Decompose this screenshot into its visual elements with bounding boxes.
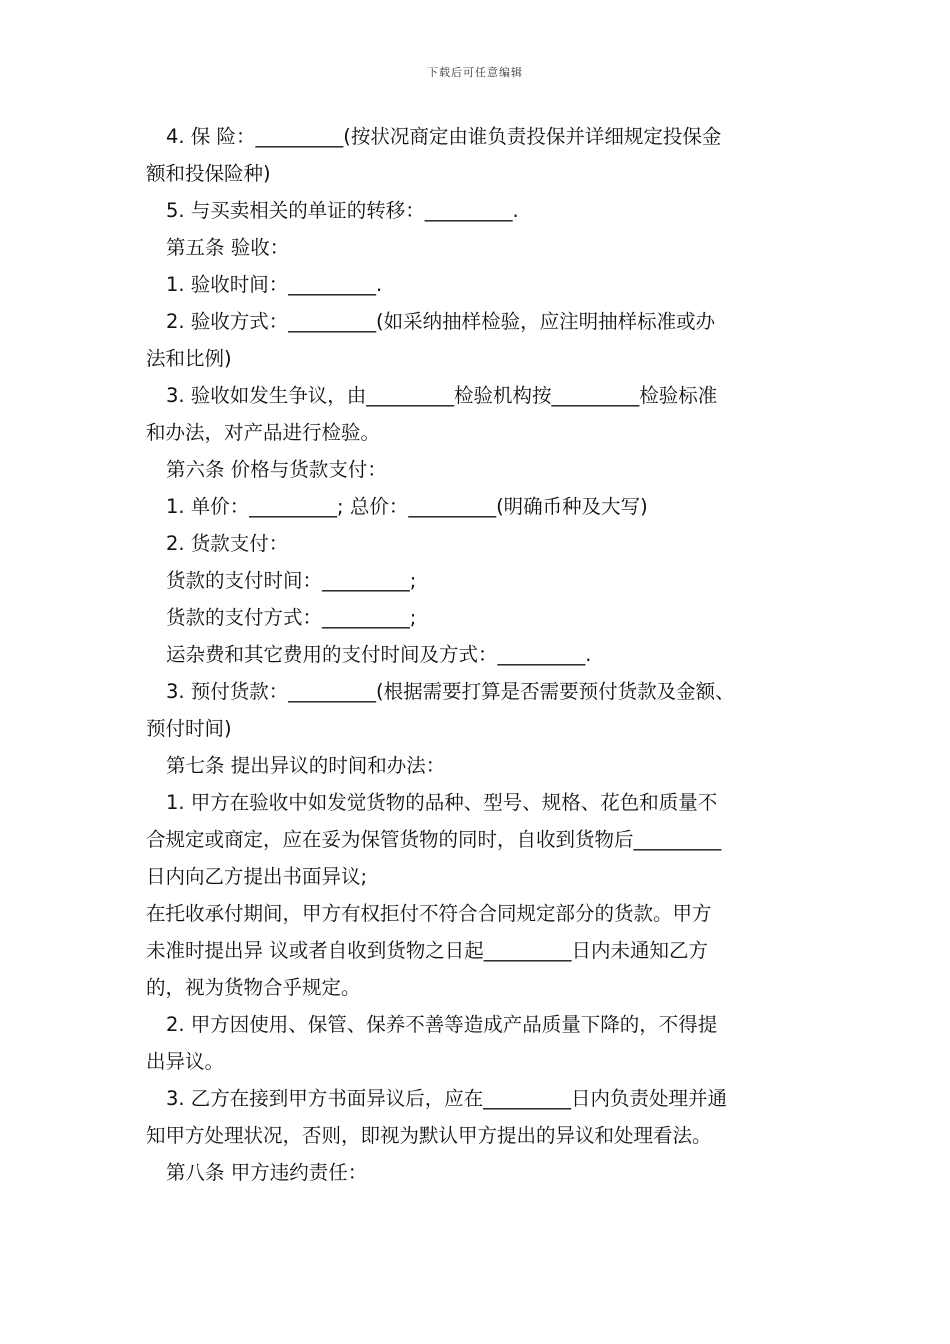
text-line-2: 额和投保险种) xyxy=(146,162,271,185)
text-line-21: 日内向乙方提出书面异议; xyxy=(146,865,368,888)
text-line-3: 5. 与买卖相关的单证的转移：_________. xyxy=(166,199,519,222)
text-line-5: 1. 验收时间：_________. xyxy=(166,273,383,296)
text-line-9: 和办法，对产品进行检验。 xyxy=(146,421,381,444)
text-line-1: 4. 保 险：_________(按状况商定由谁负责投保并详细规定投保金 xyxy=(166,125,722,148)
text-line-26: 出异议。 xyxy=(146,1050,225,1073)
text-line-14: 货款的支付方式：_________; xyxy=(166,606,417,629)
text-line-28: 知甲方处理状况，否则，即视为默认甲方提出的异议和处理看法。 xyxy=(146,1124,712,1147)
text-line-15: 运杂费和其它费用的支付时间及方式：_________. xyxy=(166,643,592,666)
text-line-27: 3. 乙方在接到甲方书面异议后，应在_________日内负责处理并通 xyxy=(166,1087,728,1110)
article-8-heading: 第八条 甲方违约责任： xyxy=(166,1161,368,1184)
article-7-heading: 第七条 提出异议的时间和办法： xyxy=(166,754,446,777)
text-line-6: 2. 验收方式：_________(如采纳抽样检验，应注明抽样标准或办 xyxy=(166,310,716,333)
article-5-heading: 第五条 验收： xyxy=(166,236,290,259)
text-line-23: 未准时提出异 议或者自收到货物之日起_________日内未通知乙方 xyxy=(146,939,708,962)
text-line-12: 2. 货款支付： xyxy=(166,532,289,555)
text-line-11: 1. 单价：_________; 总价：_________(明确币种及大写) xyxy=(166,495,648,518)
text-line-19: 1. 甲方在验收中如发觉货物的品种、型号、规格、花色和质量不 xyxy=(166,791,718,814)
text-line-8: 3. 验收如发生争议，由_________检验机构按_________检验标准 xyxy=(166,384,718,407)
text-line-17: 预付时间) xyxy=(146,717,232,740)
text-line-13: 货款的支付时间：_________; xyxy=(166,569,417,592)
text-line-22: 在托收承付期间，甲方有权拒付不符合合同规定部分的货款。甲方 xyxy=(146,902,712,925)
article-6-heading: 第六条 价格与货款支付： xyxy=(166,458,387,481)
text-line-24: 的，视为货物合乎规定。 xyxy=(146,976,361,999)
text-line-7: 法和比例) xyxy=(146,347,232,370)
page-header: 下载后可任意编辑 xyxy=(427,66,523,79)
text-line-25: 2. 甲方因使用、保管、保养不善等造成产品质量下降的，不得提 xyxy=(166,1013,718,1036)
text-line-20: 合规定或商定，应在妥为保管货物的同时，自收到货物后_________ xyxy=(146,828,722,851)
document-body xyxy=(146,118,816,1191)
text-line-16: 3. 预付货款：_________(根据需要打算是否需要预付货款及金额、 xyxy=(166,680,735,703)
